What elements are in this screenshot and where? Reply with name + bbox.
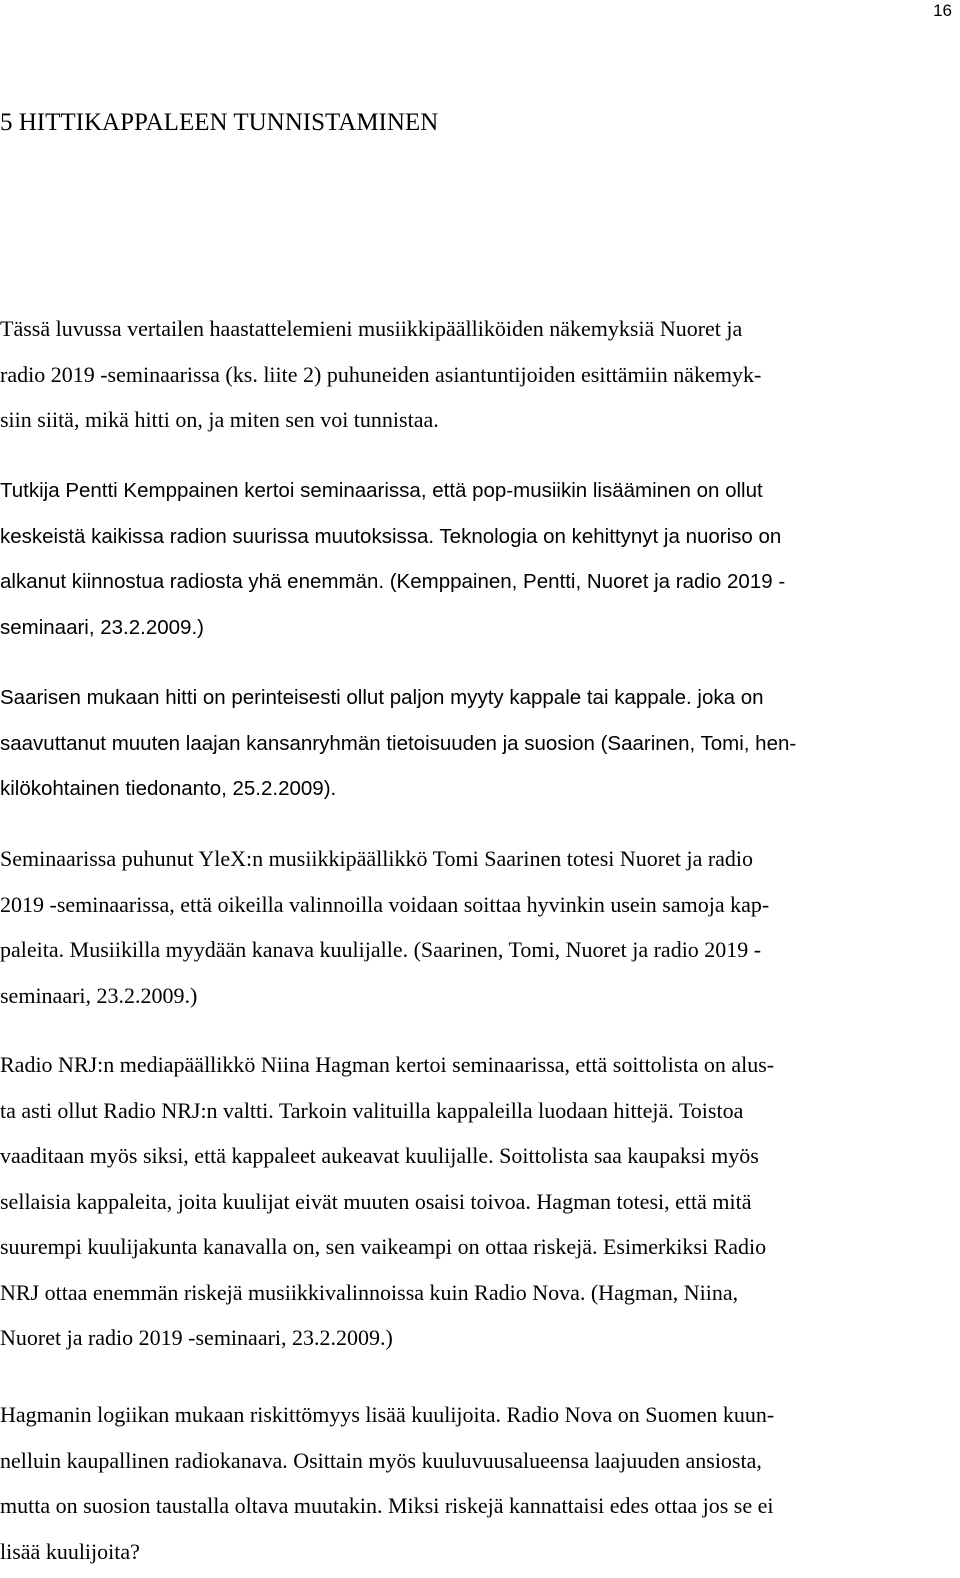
paragraph-line: Tässä luvussa vertailen haastattelemieni musiikkipäälliköiden näkemyksiä Nuoret ja — [0, 316, 743, 341]
paragraph-line: Saarisen mukaan hitti on perinteisesti ollut paljon myyty kappale tai kappale. joka on — [0, 686, 764, 709]
paragraph-line: Radio NRJ:n mediapäällikkö Niina Hagman kertoi seminaarissa, että soittolista on alus- — [0, 1052, 775, 1077]
paragraph-line: saavuttanut muuten laajan kansanryhmän tietoisuuden ja suosion (Saarinen, Tomi, hen- — [0, 731, 797, 755]
paragraph-line: radio 2019 -seminaarissa (ks. liite 2) puhuneiden asiantuntijoiden esittämiin näkemyk- — [0, 361, 762, 387]
paragraph-line: alkanut kiinnostua radiosta yhä enemmän. (Kemppainen, Pentti, Nuoret ja radio 2019 - — [0, 570, 786, 593]
paragraph-line: mutta on suosion taustalla oltava muutakin. Miksi riskejä kannattaisi edes ottaa jos se ei — [0, 1493, 774, 1518]
paragraph-line: lisää kuulijoita? — [0, 1538, 140, 1564]
paragraph-line: paleita. Musiikilla myydään kanava kuulijalle. (Saarinen, Tomi, Nuoret ja radio 2019 - — [0, 937, 762, 962]
paragraph-saarinen-hitti — [0, 675, 960, 812]
paragraph-line: seminaari, 23.2.2009.) — [0, 982, 198, 1008]
paragraph-line: sellaisia kappaleita, joita kuulijat eivät muuten osaisi toivoa. Hagman totesi, että mitä — [0, 1188, 752, 1214]
paragraph-line: Hagmanin logiikan mukaan riskittömyys lisää kuulijoita. Radio Nova on Suomen kuun- — [0, 1402, 775, 1427]
paragraph-saarinen-seminaari — [0, 836, 960, 1018]
paragraph-line: Nuoret ja radio 2019 -seminaari, 23.2.2009.) — [0, 1325, 393, 1350]
paragraph-line: NRJ ottaa enemmän riskejä musiikkivalinnoissa kuin Radio Nova. (Hagman, Niina, — [0, 1279, 739, 1305]
page-number: 16 — [933, 1, 952, 20]
paragraph-line: keskeistä kaikissa radion suurissa muutoksissa. Teknologia on kehittynyt ja nuoriso on — [0, 524, 782, 548]
paragraph-line: ta asti ollut Radio NRJ:n valtti. Tarkoin valituilla kappaleilla luodaan hittejä. Toistoa — [0, 1097, 744, 1123]
paragraph-kemppainen — [0, 468, 960, 650]
paragraph-line: kilökohtainen tiedonanto, 25.2.2009). — [0, 777, 337, 800]
paragraph-line: vaaditaan myös siksi, että kappaleet aukeavat kuulijalle. Soittolista saa kaupaksi myös — [0, 1143, 759, 1168]
paragraph-line: seminaari, 23.2.2009.) — [0, 615, 204, 639]
chapter-heading: 5 HITTIKAPPALEEN TUNNISTAMINEN — [0, 109, 439, 136]
paragraph-line: suurempi kuulijakunta kanavalla on, sen vaikeampi on ottaa riskejä. Esimerkiksi Radio — [0, 1234, 767, 1259]
paragraph-line: Seminaarissa puhunut YleX:n musiikkipäällikkö Tomi Saarinen totesi Nuoret ja radio — [0, 846, 754, 871]
paragraph-hagman — [0, 1042, 960, 1361]
paragraph-hagman-logiikka — [0, 1392, 960, 1574]
paragraph-line: nelluin kaupallinen radiokanava. Osittain myös kuuluvuusalueensa laajuuden ansiosta, — [0, 1447, 762, 1473]
paragraph-line: siin siitä, mikä hitti on, ja miten sen voi tunnistaa. — [0, 407, 439, 432]
paragraph-line: 2019 -seminaarissa, että oikeilla valinnoilla voidaan soittaa hyvinkin usein samoja kap- — [0, 891, 770, 917]
paragraph-intro — [0, 306, 960, 443]
paragraph-line: Tutkija Pentti Kemppainen kertoi seminaarissa, että pop-musiikin lisääminen on ollut — [0, 479, 763, 502]
